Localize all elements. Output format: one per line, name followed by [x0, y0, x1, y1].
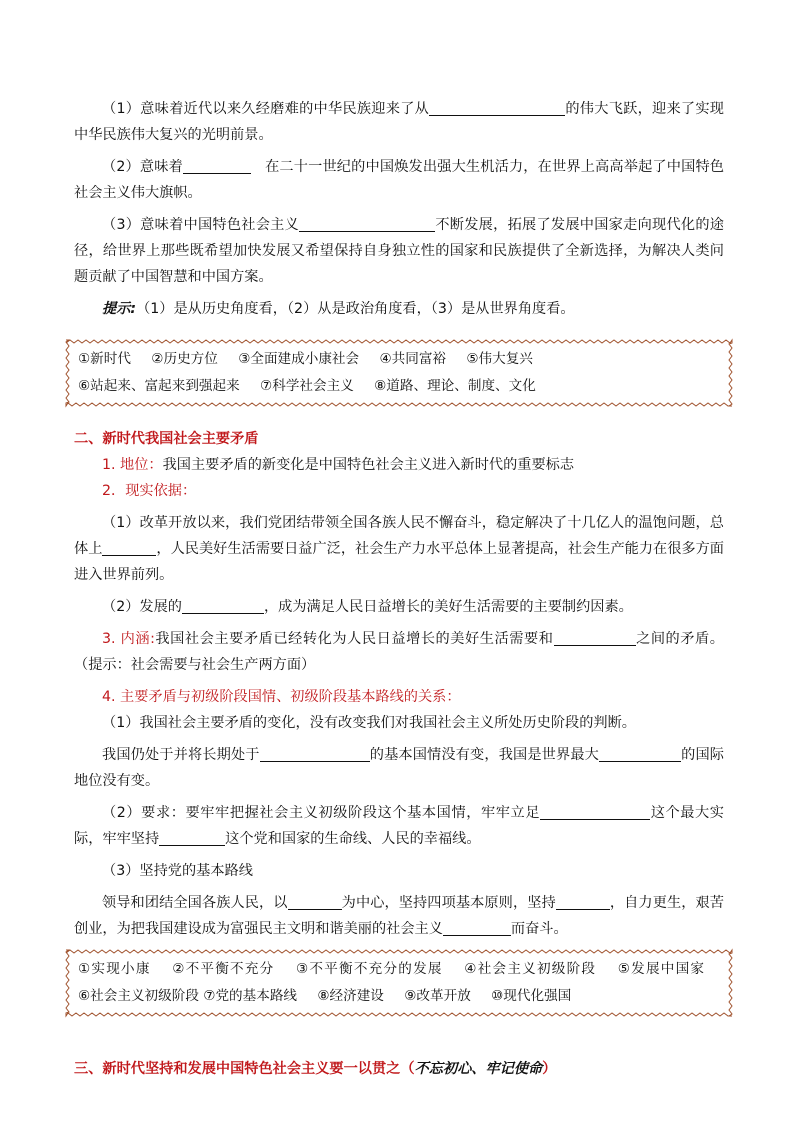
option-item: ③全面建成小康社会 [238, 351, 360, 367]
answer-blank[interactable] [443, 919, 511, 936]
paragraph-3 [74, 212, 724, 290]
answer-box-1 [66, 340, 732, 406]
option-item: ⑧道路、理论、制度、文化 [374, 378, 536, 394]
answer-blank[interactable] [599, 745, 681, 762]
s2-2-2-text-a: （2）发展的 [102, 599, 182, 615]
s2-4-2-text-a: （2）要求：要牢牢把握社会主义初级阶段这个基本国情，牢牢立足 [102, 805, 541, 821]
s2-4-1b [74, 742, 724, 794]
answer-blank[interactable] [260, 745, 370, 762]
s2-4-2-text-b: 这个最大实际，牢牢坚持 [74, 805, 724, 847]
option-item: ①实现小康 [78, 961, 151, 977]
option-item: ⑦党的基本路线 [203, 988, 298, 1004]
s2-1-label: 1. 地位： [102, 457, 163, 473]
section-2-title: 二、新时代我国社会主要矛盾 [74, 431, 259, 447]
answer-blank[interactable] [429, 99, 565, 116]
sec3-italic-text: 不忘初心、牢记使命 [414, 1061, 543, 1077]
option-item: ③不平衡不充分的发展 [296, 961, 443, 977]
p3-text-b: 不断发展，拓展了发展中国家走向现代化的途径，给世界上那些既希望加快发展又希望保持自身独立性的国家和民族提供了全新选择，为解决人类问题贡献了中国智慧和中国方案。 [74, 217, 724, 285]
s2-2-2 [74, 594, 724, 620]
option-item: ⑤发展中国家 [617, 961, 704, 977]
option-item: ⑤伟大复兴 [466, 351, 533, 367]
s2-4-3-text-c: ，自力更生，艰苦创业，为把我国建设成为富强民主文明和谐美丽的社会主义 [74, 895, 724, 937]
answer-blank[interactable] [299, 215, 435, 232]
hint-label: 提示: [102, 301, 137, 317]
s2-4-3-text-b: 为中心，坚持四项基本原则，坚持 [341, 895, 556, 911]
p2-text-b: 在二十一世纪的中国焕发出强大生机活力，在世界上高高举起了中国特色社会主义伟大旗帜。 [74, 159, 724, 201]
s2-4-1b-text-c: 的国际地位没有变。 [74, 747, 724, 789]
s2-4-3: （3）坚持党的基本路线 [102, 863, 253, 879]
hint-text: （1）是从历史角度看，（2）从是政治角度看，（3）是从世界角度看。 [136, 301, 575, 317]
p1-text-a: （1）意味着近代以来久经磨难的中华民族迎来了从 [102, 101, 430, 117]
s2-4-3-body [74, 890, 724, 942]
answer-blank[interactable] [183, 157, 251, 174]
option-item: ②不平衡不充分 [172, 961, 275, 977]
s2-4-2-text-c: 这个党和国家的生命线、人民的幸福线。 [225, 831, 481, 847]
s2-4-3-text-d: 而奋斗。 [510, 921, 568, 937]
s2-3-text-a: 我国社会主要矛盾已经转化为人民日益增长的美好生活需要和 [154, 631, 554, 647]
option-item: ⑧经济建设 [317, 988, 384, 1004]
option-item: ⑥社会主义初级阶段 [78, 988, 199, 1004]
sec3-title-text: 三、新时代坚持和发展中国特色社会主义要一以贯之（ [74, 1061, 415, 1077]
s2-3-label: 3. 内涵: [102, 631, 155, 647]
answer-blank[interactable] [102, 539, 156, 556]
s2-item-4-label: 4. 主要矛盾与初级阶段国情、初级阶段基本路线的关系： [102, 689, 461, 705]
answer-blank[interactable] [554, 629, 636, 646]
paragraph-1 [74, 96, 724, 148]
option-item: ④共同富裕 [379, 351, 447, 367]
s2-3-text-b: 之间的矛盾。（提示：社会需要与社会生产两方面） [74, 631, 724, 673]
answer-blank[interactable] [182, 597, 264, 614]
s2-2-2-text-b: ，成为满足人民日益增长的美好生活需要的主要制约因素。 [263, 599, 633, 615]
answer-blank[interactable] [540, 803, 650, 820]
option-item: ④社会主义初级阶段 [464, 961, 597, 977]
hint-line [74, 296, 724, 322]
s2-4-1: （1）我国社会主要矛盾的变化，没有改变我们对我国社会主义所处历史阶段的判断。 [102, 715, 636, 731]
answer-blank[interactable] [288, 893, 342, 910]
sec3-close: ） [542, 1061, 557, 1077]
option-item: ⑦科学社会主义 [260, 378, 354, 394]
option-item: ②历史方位 [151, 351, 218, 367]
option-item: ⑨改革开放 [404, 988, 471, 1004]
option-item: ①新时代 [78, 351, 131, 367]
s2-4-3-text-a: 领导和团结全国各族人民，以 [102, 895, 288, 911]
s2-1-text: 我国主要矛盾的新变化是中国特色社会主义进入新时代的重要标志 [162, 457, 575, 473]
s2-2-1-text-b: ，人民美好生活需要日益广泛，社会生产力水平总体上显著提高，社会生产能力在很多方面进入世界前列。 [74, 541, 724, 583]
answer-blank[interactable] [556, 893, 610, 910]
s2-2-1 [74, 510, 724, 588]
option-item: ⑥站起来、富起来到强起来 [78, 378, 240, 394]
paragraph-2 [74, 154, 724, 206]
s2-item-2-label: 2．现实依据： [102, 483, 197, 499]
s2-item-3 [74, 626, 724, 678]
s2-4-1b-text-b: 的基本国情没有变，我国是世界最大 [369, 747, 599, 763]
s2-4-1b-text-a: 我国仍处于并将长期处于 [102, 747, 260, 763]
answer-blank[interactable] [159, 829, 225, 846]
section-3-title [74, 1056, 724, 1082]
document-page [74, 96, 724, 1082]
answer-box-2 [66, 950, 732, 1016]
p2-text-a: （2）意味着 [102, 159, 183, 175]
s2-2-1-text-a: （1）改革开放以来，我们党团结带领全国各族人民不懈奋斗，稳定解决了十几亿人的温饱问题，总体上 [74, 515, 724, 557]
s2-4-2 [74, 800, 724, 852]
s2-item-1 [74, 452, 724, 478]
p3-text-a: （3）意味着中国特色社会主义 [102, 217, 300, 233]
p1-text-b: 的伟大飞跃，迎来了实现中华民族伟大复兴的光明前景。 [74, 101, 724, 143]
option-item: ⑩现代化强国 [491, 988, 572, 1004]
